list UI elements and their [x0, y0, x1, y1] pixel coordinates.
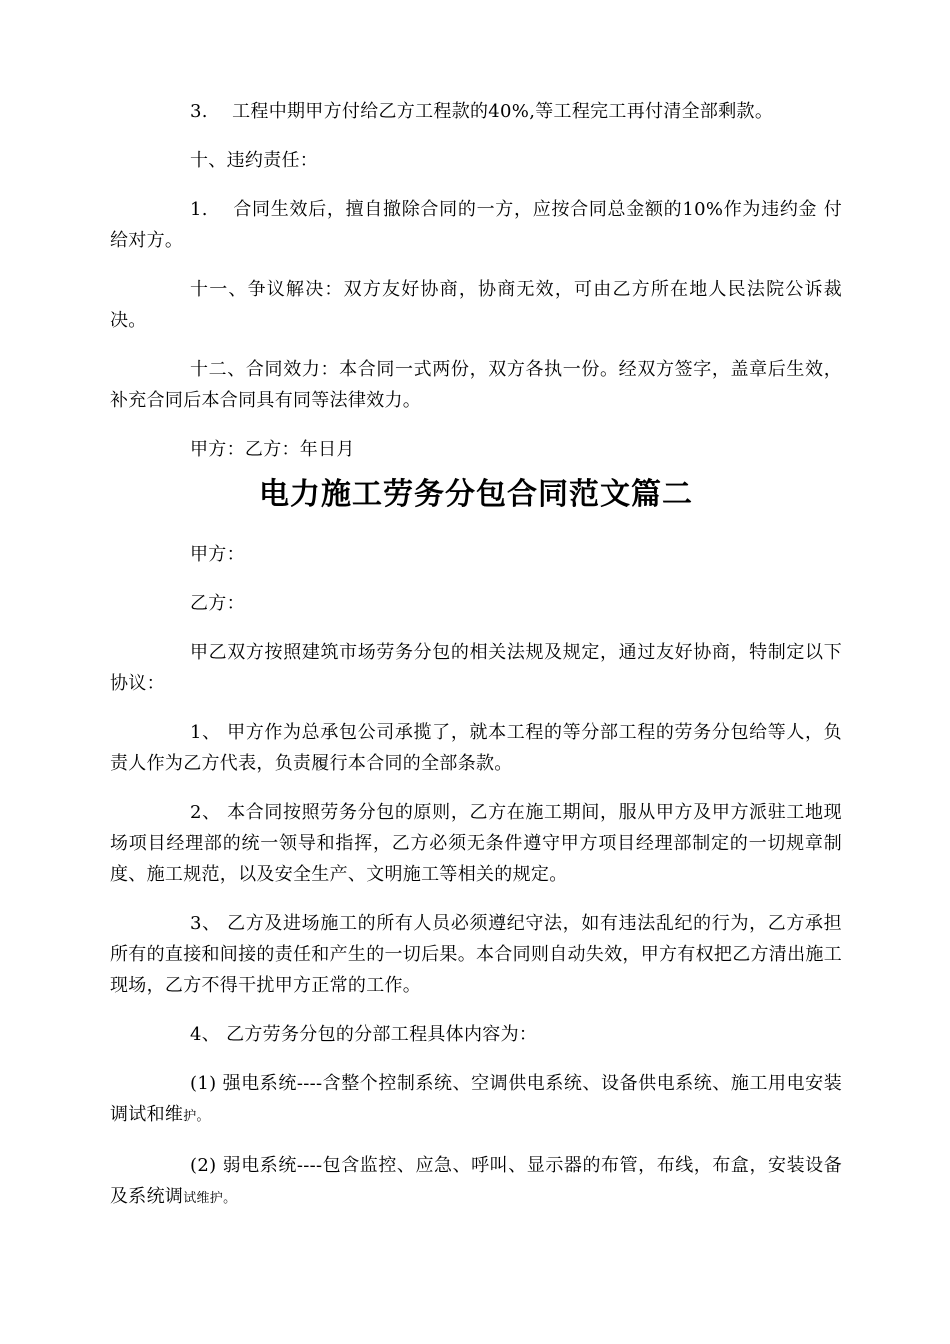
item-2-text: (2) 弱电系统----包含监控、应急、呼叫、显示器的布管，布线，布盒，安装设备及系统调	[110, 1155, 842, 1207]
item-strong-current	[110, 1068, 842, 1132]
party-b: 乙方：	[190, 593, 245, 614]
signature-line: 甲方：乙方：年日月	[190, 439, 355, 460]
section-heading: 电力施工劳务分包合同范文篇二	[259, 477, 693, 512]
item-1-text: (1) 强电系统----含整个控制系统、空调供电系统、设备供电系统、施工用电安装调试和维	[110, 1073, 842, 1125]
item-1-tail: 护。	[183, 1109, 210, 1124]
section-11: 十一、争议解决：双方友好协商，协商无效，可由乙方所在地人民法院公诉裁决。	[110, 279, 842, 331]
preamble: 甲乙双方按照建筑市场劳务分包的相关法规及规定，通过友好协商，特制定以下协议：	[110, 642, 842, 694]
section-12: 十二、合同效力：本合同一式两份，双方各执一份。经双方签字，盖章后生效，补充合同后本合同具有同等法律效力。	[110, 359, 842, 411]
clause-9-3: 3. 工程中期甲方付给乙方工程款的40%,等工程完工再付清全部剩款。	[190, 101, 774, 122]
section-10-title: 十、违约责任：	[190, 150, 319, 171]
clause-10-1: 1. 合同生效后，擅自撤除合同的一方，应按合同总金额的10%作为违约金 付给对方。	[110, 199, 842, 251]
article-2: 2、 本合同按照劳务分包的原则，乙方在施工期间，服从甲方及甲方派驻工地现场项目经理部的统一领导和指挥，乙方必须无条件遵守甲方项目经理部制定的一切规章制度、施工规范，以及安全生产、文明施工等相关的规定。	[110, 802, 842, 885]
item-weak-current	[110, 1150, 842, 1214]
party-a: 甲方：	[190, 544, 245, 565]
article-1: 1、 甲方作为总承包公司承揽了，就本工程的等分部工程的劳务分包给等人，负责人作为乙方代表，负责履行本合同的全部条款。	[110, 722, 842, 774]
item-2-tail: 试维护。	[183, 1191, 237, 1206]
article-3: 3、 乙方及进场施工的所有人员必须遵纪守法，如有违法乱纪的行为，乙方承担所有的直接和间接的责任和产生的一切后果。本合同则自动失效，甲方有权把乙方清出施工现场，乙方不得干扰甲方正常的工作。	[110, 913, 842, 996]
article-4: 4、 乙方劳务分包的分部工程具体内容为：	[190, 1024, 538, 1045]
document-page	[110, 96, 842, 1232]
